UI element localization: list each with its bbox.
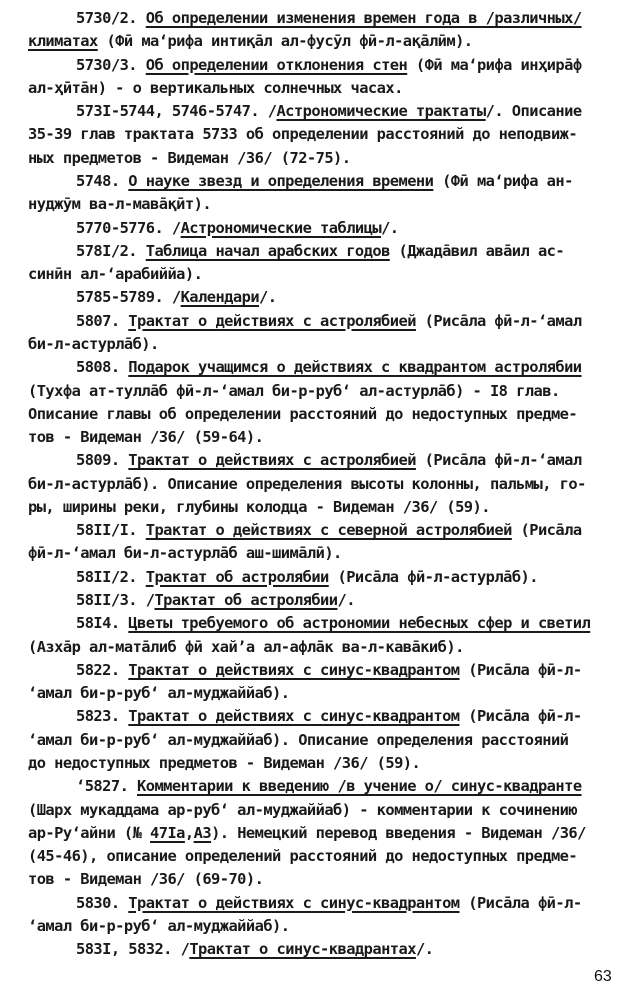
text-line [28, 427, 263, 447]
text-span: (Рисāла фӣ-л- [459, 707, 582, 726]
text-span: /. [415, 940, 434, 959]
text-line [28, 916, 289, 936]
text-line [28, 194, 211, 214]
text-span: 5748. [76, 172, 129, 190]
text-span: 58II/I. [76, 521, 146, 540]
text-span: (Фӣ ма‘рифа интиқāл ал-фусӯл фӣ-л-ақāлӣм). [97, 32, 473, 51]
text-span: тов - Видеман /36/ (69-70). [28, 870, 264, 889]
text-span: ). Немецкий перевод введения - Видеман /36/ [211, 823, 586, 842]
text-span: (Фӣ ма‘рифа инҳирāф [407, 55, 582, 74]
text-span: (Шарх мукаддама ар-руб‘ ал-муджаййаб) - комментарии к сочинению [28, 800, 578, 819]
underlined-title: Астрономические трактаты [276, 102, 486, 121]
text-line [28, 683, 289, 703]
text-line [28, 381, 560, 401]
text-line [28, 474, 586, 494]
text-span: , [184, 823, 194, 842]
text-span: (Рисāла фӣ-л-‘амал [415, 311, 582, 330]
text-line [28, 334, 159, 354]
text-span: ры, ширины реки, глубины колодца - Видеман /36/ (59). [28, 497, 490, 516]
text-line [28, 404, 577, 424]
text-span: (45-46), описание определений расстояний до недоступных предме- [28, 847, 578, 866]
underlined-title: Об определении изменения времен года в /различных/ [145, 9, 582, 27]
text-line [28, 823, 586, 843]
text-span: (Азхāр ал-матāлиб фӣ хай’а ал-афлāк ва-л-кавāкиб). [28, 637, 464, 656]
text-span: до недоступных предметов - Видеман /36/ (59). [28, 754, 421, 772]
underlined-title: Трактат о действиях с астролябией [128, 311, 416, 330]
text-span: синӣн ал-‘арабиййа). [28, 265, 203, 284]
text-line [28, 264, 202, 284]
text-line [28, 148, 351, 168]
underlined-title: Подарок учащимся о действиях с квадрантом астролябии [128, 358, 582, 377]
text-line [28, 753, 420, 773]
text-span: ‘амал би-р-руб‘ ал-муджаййаб). [28, 684, 290, 703]
text-span: ‘амал би-р-руб‘ ал-муджаййаб). [28, 916, 290, 935]
text-line [28, 800, 577, 820]
text-line [76, 893, 582, 913]
underlined-title: Трактат о действиях с северной астролябией [145, 521, 512, 540]
text-line [76, 171, 573, 191]
text-span: ‘амал би-р-руб‘ ал-муджаййаб). Описание определения расстояний [28, 730, 569, 749]
text-span: (Джадāвил авāил ас- [389, 241, 565, 260]
text-line [76, 241, 564, 261]
text-span: 573I-5744, 5746-5747. / [76, 102, 277, 121]
underlined-title: Об определении отклонения стен [145, 55, 408, 74]
text-span: 5808. [76, 358, 129, 377]
text-span: 578I/2. [76, 241, 146, 260]
text-line [76, 287, 276, 307]
underlined-title: Трактат о действиях с синус-квадрантом [128, 707, 460, 726]
text-line [28, 497, 490, 517]
underlined-title: климатах [28, 32, 98, 51]
text-span: ‘5827. [76, 777, 138, 796]
underlined-title: Календари [180, 288, 260, 307]
underlined-title: Таблица начал арабских годов [145, 241, 390, 260]
text-span: би-л-астурлāб). Описание определения высоты колонны, пальмы, го- [28, 474, 586, 493]
underlined-title: Астрономические таблицы [180, 218, 382, 237]
text-line [28, 543, 342, 563]
text-span: /. Описание [485, 102, 582, 121]
text-line [28, 31, 473, 51]
underlined-title: Трактат о синус-квадрантах [189, 940, 416, 959]
text-line [76, 776, 582, 796]
text-span: 583I, 5832. / [76, 940, 190, 959]
text-span: 58I4. [76, 614, 129, 633]
text-line [76, 613, 590, 633]
text-line [76, 450, 582, 470]
text-span: 5809. [76, 451, 129, 470]
text-span: 35-39 глав трактата 5733 об определении расстояний до неподвиж- [28, 125, 578, 144]
text-line [76, 101, 582, 121]
text-span: фӣ-л-‘амал би-л-астурлāб аш-шимāлӣ). [28, 544, 342, 563]
text-span: ар-Ру‘айни (№ [28, 823, 151, 842]
text-line [76, 218, 399, 238]
text-line [76, 357, 582, 377]
text-line [76, 311, 582, 331]
text-span: нуджӯм ва-л-мавāқӣт). [28, 195, 212, 214]
text-line [76, 55, 582, 75]
text-span: (Тухфа ат-туллāб фӣ-л-‘амал би-р-руб‘ ал-астурлāб) - I8 глав. [28, 381, 560, 400]
underlined-title: А3 [193, 823, 212, 842]
text-span: 5730/3. [76, 55, 146, 74]
text-span: ных предметов - Видеман /36/ (72-75). [28, 148, 351, 167]
text-span: ал-ҳӣтāн) - о вертикальных солнечных часах. [28, 78, 403, 97]
underlined-title: Трактат об астролябии [154, 591, 338, 609]
text-line [76, 520, 582, 540]
text-span: (Фӣ ма‘рифа ан- [433, 172, 573, 190]
text-span: (Рисāла [511, 521, 582, 540]
text-span: 58II/2. [76, 567, 146, 586]
underlined-title: Трактат о действиях с астролябией [128, 451, 416, 470]
text-span: (Рисāла фӣ-л- [459, 893, 582, 912]
text-line [76, 939, 433, 959]
text-line [76, 706, 582, 726]
text-line [28, 869, 263, 889]
text-span: (Рисāла фӣ-л-астурлāб). [328, 567, 538, 586]
text-span: Описание главы об определении расстояний до недоступных предме- [28, 404, 578, 423]
text-line [76, 8, 582, 28]
text-line [76, 590, 355, 610]
text-span: /. [259, 288, 277, 307]
underlined-title: Цветы требуемого об астрономии небесных сфер и светил [128, 614, 591, 633]
text-span: би-л-астурлāб). [28, 334, 159, 353]
text-span: тов - Видеман /36/ (59-64). [28, 428, 264, 446]
text-span: (Рисāла фӣ-л-‘амал [415, 451, 582, 470]
text-line [28, 124, 577, 144]
text-span: /. [337, 591, 355, 609]
text-span: 5770-5776. / [76, 218, 181, 237]
text-span: 5830. [76, 893, 129, 912]
page-number: 63 [594, 968, 612, 985]
underlined-title: Трактат об астролябии [145, 567, 329, 586]
text-line [28, 78, 403, 98]
text-line [28, 637, 464, 657]
text-span: 5807. [76, 311, 129, 330]
text-line [76, 660, 582, 680]
text-line [28, 846, 577, 866]
underlined-title: 47Iа [150, 823, 185, 842]
text-line [28, 730, 568, 750]
text-span: 5822. [76, 660, 129, 679]
underlined-title: О науке звезд и определения времени [128, 172, 434, 190]
text-span: 58II/3. / [76, 591, 155, 609]
text-span: /. [381, 218, 399, 237]
text-span: 5823. [76, 707, 129, 726]
text-span: (Рисāла фӣ-л- [459, 660, 582, 679]
text-span: 5785-5789. / [76, 288, 181, 307]
text-line [76, 567, 538, 587]
underlined-title: Трактат о действиях с синус-квадрантом [128, 660, 460, 679]
text-span: 5730/2. [76, 9, 146, 27]
underlined-title: Трактат о действиях с синус-квадрантом [128, 893, 460, 912]
underlined-title: Комментарии к введению /в учение о/ синус-квадранте [137, 777, 582, 796]
